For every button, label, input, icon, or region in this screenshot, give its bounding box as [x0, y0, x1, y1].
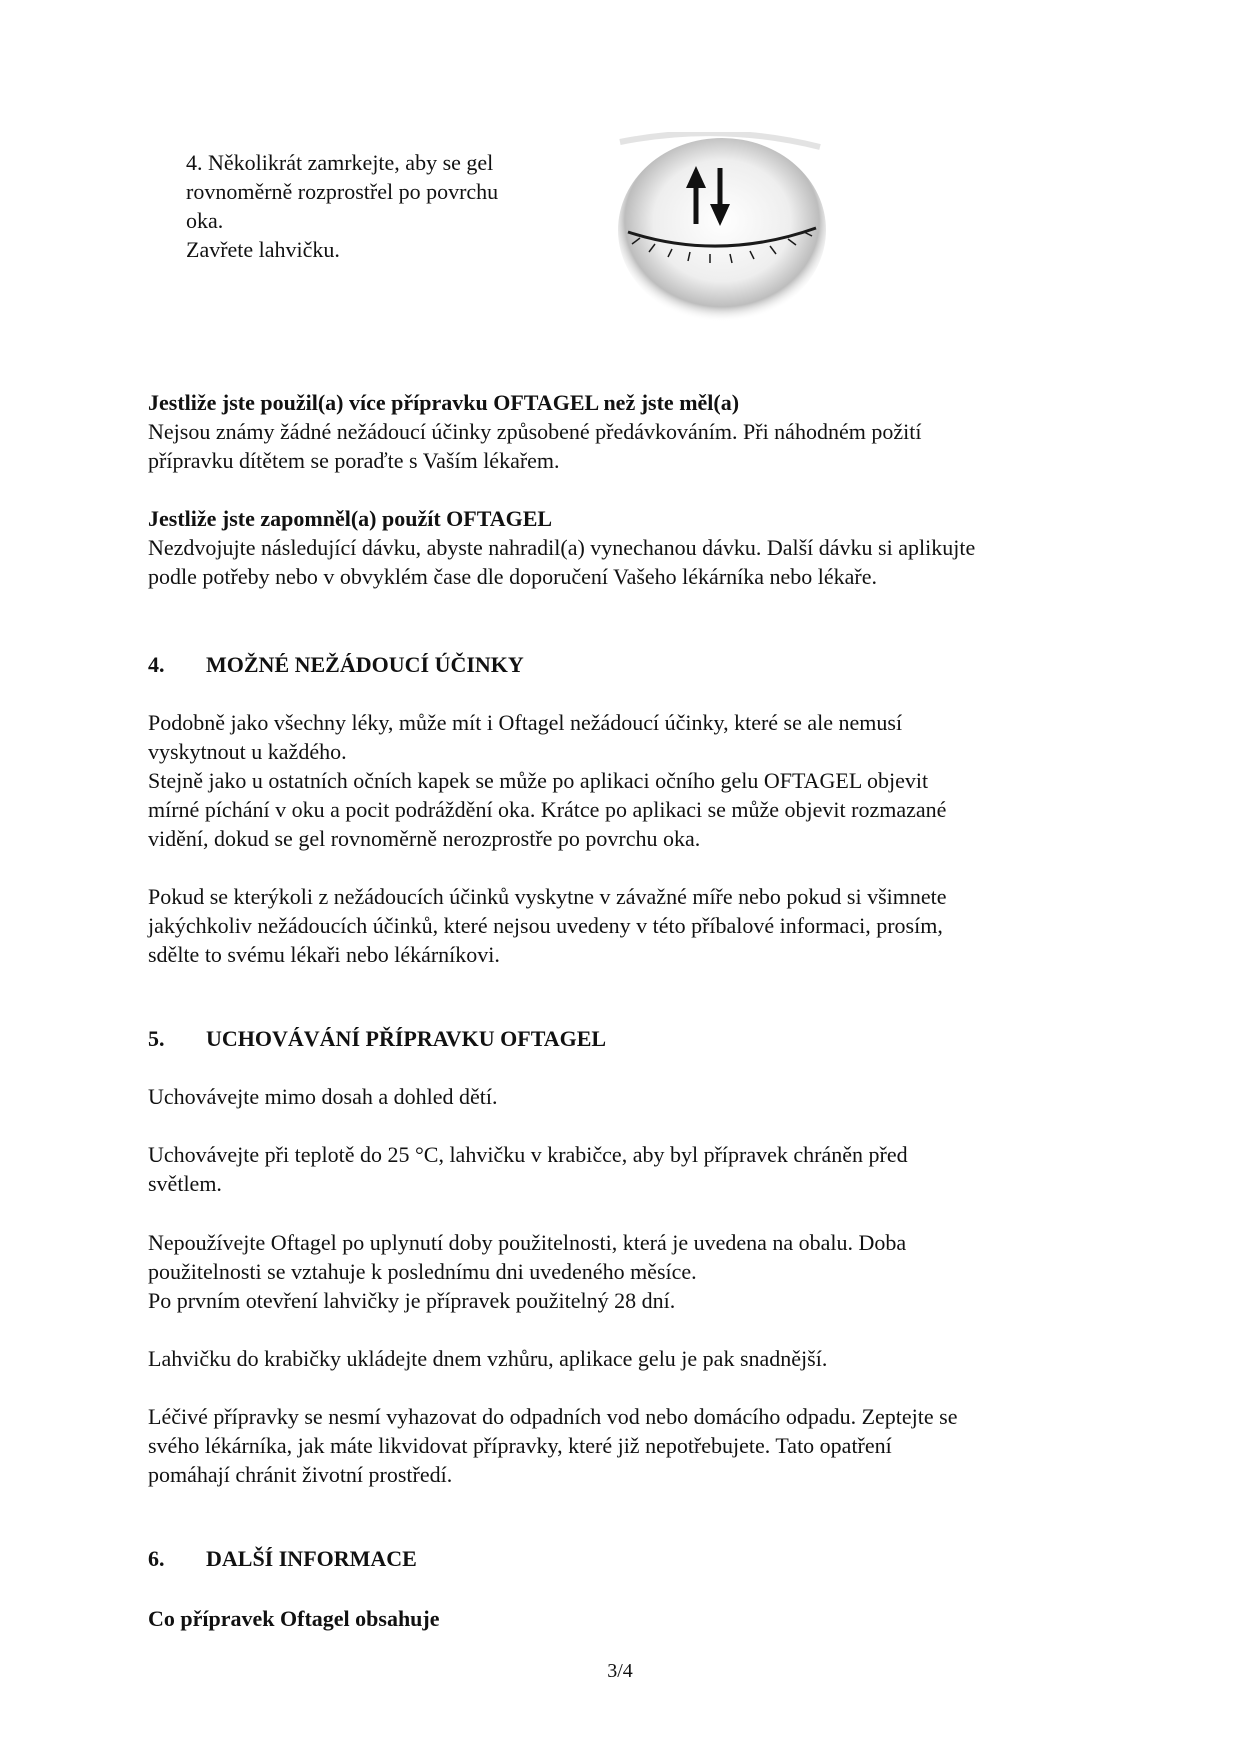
section-5-paragraph-3	[148, 1228, 1108, 1315]
text-line: Uchovávejte při teplotě do 25 °C, lahvičku v krabičce, aby byl přípravek chráněn před	[148, 1142, 908, 1167]
section-title: UCHOVÁVÁNÍ PŘÍPRAVKU OFTAGEL	[206, 1026, 607, 1051]
section-5-paragraph-1	[148, 1082, 1108, 1111]
section-title: DALŠÍ INFORMACE	[206, 1546, 417, 1571]
text-line: sdělte to svému lékaři nebo lékárníkovi.	[148, 942, 500, 967]
missed-dose-section	[148, 504, 1108, 591]
text-line: pomáhají chránit životní prostředí.	[148, 1462, 453, 1487]
text-line: vidění, dokud se gel rovnoměrně nerozprostře po povrchu oka.	[148, 826, 701, 851]
text-line: přípravku dítětem se poraďte s Vaším lékařem.	[148, 448, 560, 473]
text-line: rovnoměrně rozprostřel po povrchu	[186, 179, 499, 204]
section-5-paragraph-2	[148, 1140, 1108, 1198]
text-line: podle potřeby nebo v obvyklém čase dle doporučení Vašeho lékárníka nebo lékaře.	[148, 564, 878, 589]
section-6-subtitle: Co přípravek Oftagel obsahuje	[148, 1606, 440, 1631]
missed-dose-title: Jestliže jste zapomněl(a) použít OFTAGEL	[148, 506, 553, 531]
text-line: Nepoužívejte Oftagel po uplynutí doby použitelnosti, která je uvedena na obalu. Doba	[148, 1230, 907, 1255]
section-5-heading	[148, 1024, 606, 1053]
text-line: mírné píchání v oku a pocit podráždění oka. Krátce po aplikaci se může objevit rozmazané	[148, 797, 947, 822]
section-5-paragraph-4	[148, 1344, 1108, 1373]
text-line: Nejsou známy žádné nežádoucí účinky způsobené předávkováním. Při náhodném požití	[148, 419, 922, 444]
text-line: Nezdvojujte následující dávku, abyste nahradil(a) vynechanou dávku. Další dávku si aplikujte	[148, 535, 976, 560]
text-line: jakýchkoliv nežádoucích účinků, které nejsou uvedeny v této příbalové informaci, prosím,	[148, 913, 943, 938]
text-line: použitelnosti se vztahuje k poslednímu dni uvedeného měsíce.	[148, 1259, 697, 1284]
text-line: Uchovávejte mimo dosah a dohled dětí.	[148, 1084, 498, 1109]
text-line: Po prvním otevření lahvičky je přípravek použitelný 28 dní.	[148, 1288, 676, 1313]
step-4-text	[186, 148, 606, 264]
closed-eye-blink-illustration	[610, 132, 830, 332]
text-line: Podobně jako všechny léky, může mít i Oftagel nežádoucí účinky, které se ale nemusí	[148, 710, 903, 735]
section-title: MOŽNÉ NEŽÁDOUCÍ ÚČINKY	[206, 652, 524, 677]
section-number: 5.	[148, 1026, 165, 1051]
text-line: Zavřete lahvičku.	[186, 237, 340, 262]
section-4-paragraph-1	[148, 708, 1108, 853]
section-4-heading	[148, 650, 524, 679]
overdose-section	[148, 388, 1108, 475]
section-6-heading	[148, 1544, 417, 1573]
text-line: 4. Několikrát zamrkejte, aby se gel	[186, 150, 494, 175]
section-number: 4.	[148, 652, 165, 677]
overdose-title: Jestliže jste použil(a) více přípravku OFTAGEL než jste měl(a)	[148, 390, 740, 415]
page-number: 3/4	[607, 1660, 633, 1682]
text-line: Léčivé přípravky se nesmí vyhazovat do odpadních vod nebo domácího odpadu. Zeptejte se	[148, 1404, 958, 1429]
text-line: Stejně jako u ostatních očních kapek se může po aplikaci očního gelu OFTAGEL objevit	[148, 768, 929, 793]
section-5-paragraph-5	[148, 1402, 1108, 1489]
text-line: oka.	[186, 208, 224, 233]
text-line: světlem.	[148, 1171, 222, 1196]
text-line: Pokud se kterýkoli z nežádoucích účinků vyskytne v závažné míře nebo pokud si všimnete	[148, 884, 947, 909]
section-number: 6.	[148, 1546, 165, 1571]
text-line: Lahvičku do krabičky ukládejte dnem vzhůru, aplikace gelu je pak snadnější.	[148, 1346, 828, 1371]
section-4-paragraph-2	[148, 882, 1108, 969]
text-line: svého lékárníka, jak máte likvidovat přípravky, které již nepotřebujete. Tato opatření	[148, 1433, 892, 1458]
text-line: vyskytnout u každého.	[148, 739, 347, 764]
